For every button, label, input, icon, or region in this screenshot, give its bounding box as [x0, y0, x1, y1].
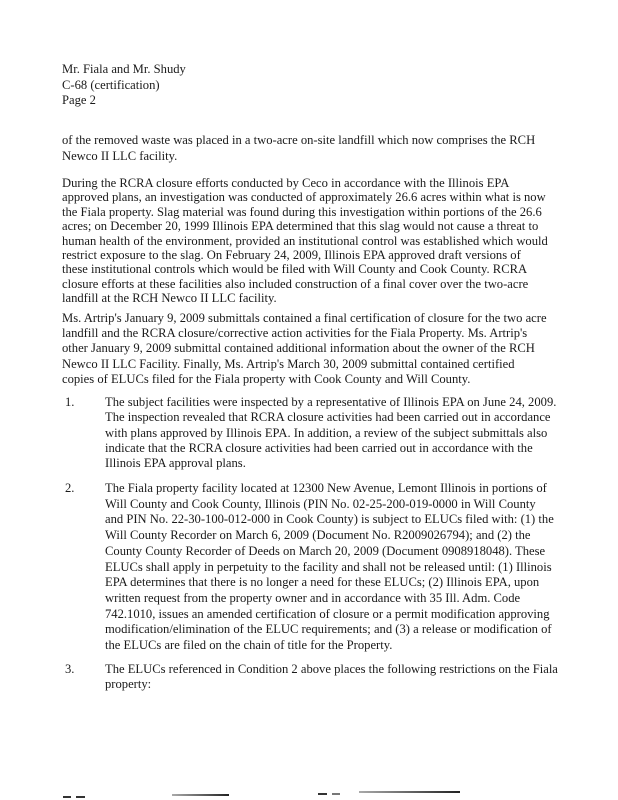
numbered-item-inspection — [105, 395, 556, 471]
text-line: modification/elimination of the ELUC requirements; and (3) a release or modification of — [105, 622, 552, 637]
text-line: with plans approved by Illinois EPA. In addition, a review of the subject submittals also — [105, 425, 548, 440]
text-line: Will County and Cook County, Illinois (PIN No. 02-25-200-019-0000 in Will County — [105, 496, 536, 511]
text-line: C-68 (certification) — [62, 77, 160, 92]
text-line: human health of the environment, provided an institutional control was established which would — [62, 233, 548, 248]
text-line: restrict exposure to the slag. On February 24, 2009, Illinois EPA approved draft versions of — [62, 248, 521, 263]
text-line: Mr. Fiala and Mr. Shudy — [62, 62, 186, 76]
text-line: the ELUCs are filed on the chain of title for the Property. — [105, 638, 393, 653]
letter-header — [62, 62, 186, 109]
text-line: County County Recorder of Deeds on March 20, 2009 (Document 0908918048). These — [105, 543, 546, 558]
text-line: Page 2 — [62, 93, 96, 107]
scan-artifact-dash — [318, 793, 327, 795]
paragraph-waste-placement — [62, 133, 535, 164]
text-line: Will County Recorder on March 6, 2009 (Document No. R2009026794); and (2) the — [105, 528, 531, 543]
text-line: Newco II LLC facility. — [62, 148, 178, 163]
text-line: landfill at the RCH Newco II LLC facility. — [62, 291, 277, 306]
text-line: Ms. Artrip's January 9, 2009 submittals contained a final certification of closure for the two acre — [62, 311, 547, 325]
scan-artifact-rule — [359, 791, 460, 793]
text-line: property: — [105, 677, 152, 692]
text-line: closure efforts at these facilities also included construction of a final cover over the two-acre — [62, 276, 529, 291]
text-line: ELUCs shall apply in perpetuity to the facility and shall not be released until: (1) Illinois — [105, 559, 552, 574]
text-line: the Fiala property. Slag material was found during this investigation within portions of the 26.6 — [62, 204, 542, 219]
scan-artifact-dash — [76, 796, 85, 798]
numbered-item-elucs-filing — [105, 481, 554, 654]
paragraph-rcra-closure — [62, 176, 548, 306]
text-line: The subject facilities were inspected by a representative of Illinois EPA on June 24, 2009. — [105, 395, 557, 409]
item-number: 1. — [65, 395, 75, 409]
text-line: During the RCRA closure efforts conducted by Ceco in accordance with the Illinois EPA — [62, 176, 510, 190]
text-line: 742.1010, issues an amended certification of closure or a permit modification approving — [105, 606, 550, 621]
text-line: EPA determines that there is no longer a need for these ELUCs; (2) Illinois EPA, upon — [105, 575, 540, 590]
text-line: The ELUCs referenced in Condition 2 above places the following restrictions on the Fiala — [105, 662, 558, 676]
item-number: 2. — [65, 481, 75, 495]
text-line: copies of ELUCs filed for the Fiala property with Cook County and Will County. — [62, 371, 471, 386]
text-line: The inspection revealed that RCRA closure activities had been carried out in accordance — [105, 410, 551, 425]
text-line: approved plans, an investigation was conducted of approximately 26.6 acres within what is now — [62, 190, 546, 205]
text-line: of the removed waste was placed in a two-acre on-site landfill which now comprises the RCH — [62, 133, 536, 147]
text-line: Newco II LLC Facility. Finally, Ms. Artrip's March 30, 2009 submittal contained certified — [62, 356, 515, 371]
text-line: other January 9, 2009 submittal contained additional information about the owner of the RCH — [62, 341, 535, 356]
scan-artifact-dash — [63, 796, 71, 798]
numbered-item-restrictions — [105, 662, 558, 693]
text-line: Illinois EPA approval plans. — [105, 456, 246, 471]
text-line: these institutional controls which would be filed with Will County and Cook County. RCRA — [62, 262, 528, 277]
text-line: indicate that the RCRA closure activities had been carried out in accordance with the — [105, 440, 533, 455]
text-line: and PIN No. 22-30-100-012-000 in Cook County) is subject to ELUCs filed with: (1) the — [105, 512, 554, 527]
scan-artifact-rule — [172, 794, 229, 796]
text-line: The Fiala property facility located at 12300 New Avenue, Lemont Illinois in portions of — [105, 481, 547, 495]
scan-artifact-dash — [332, 793, 340, 795]
text-line: written request from the property owner and in accordance with 35 Ill. Adm. Code — [105, 590, 521, 605]
text-line: acres; on December 20, 1999 Illinois EPA determined that this slag would not cause a threat to — [62, 219, 539, 234]
item-number: 3. — [65, 662, 75, 676]
text-line: landfill and the RCRA closure/corrective action activities for the Fiala Property. Ms. Artrip's — [62, 326, 528, 341]
paragraph-submittals — [62, 311, 547, 387]
